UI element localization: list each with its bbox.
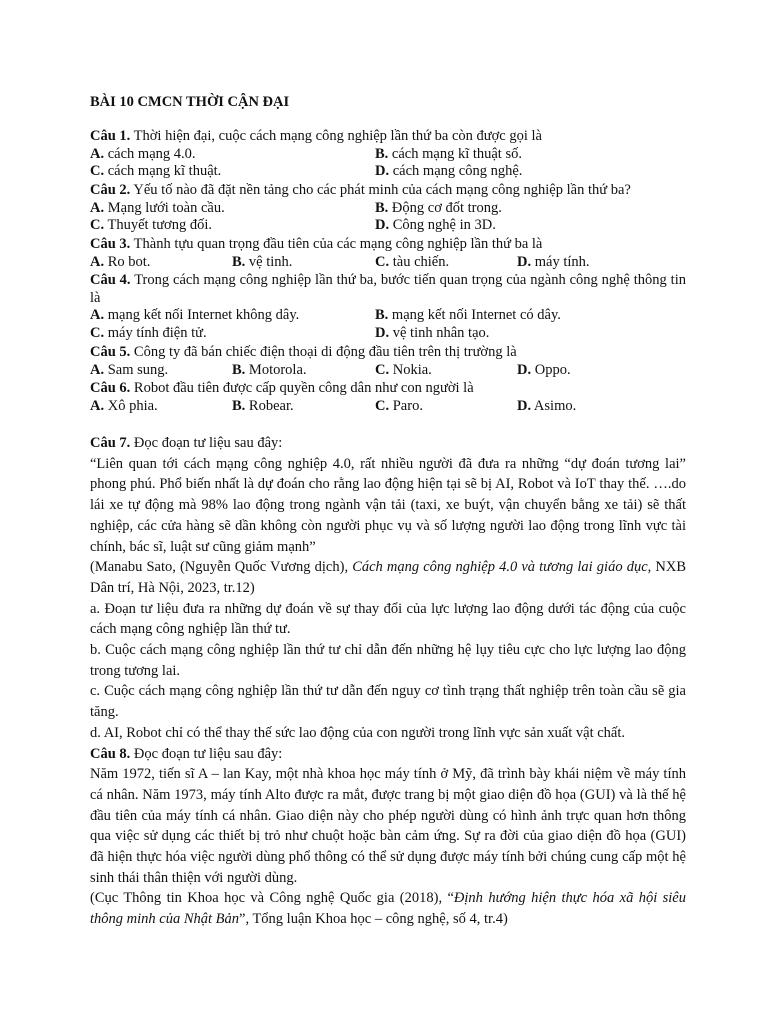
statement-c: c. Cuộc cách mạng công nghiệp lần thứ tư dẫn đến nguy cơ tình trạng thất nghiệp trên toàn cầu sẽ gia tăng. [90, 683, 686, 721]
question-8-heading: Câu 8. Đọc đoạn tư liệu sau đây: [90, 745, 283, 762]
option-c: C. cách mạng kĩ thuật. [90, 163, 222, 180]
statement-b: b. Cuộc cách mạng công nghiệp lần thứ tư chỉ dẫn đến những hệ lụy tiêu cực cho lực lượng lao động trong tương lai. [90, 642, 686, 679]
question-5 [90, 344, 686, 379]
statement-a: a. Đoạn tư liệu đưa ra những dự đoán về sự thay đổi của lực lượng lao động dưới tác động của cuộc cách mạng công nghiệp lần thứ tư. [90, 600, 686, 638]
question-8-body: Năm 1972, tiến sĩ A – lan Kay, một nhà khoa học máy tính ở Mỹ, đã trình bày khái niệm về máy tính cá nhân. Năm 1973, máy tính Alto được ra mắt, được trang bị một giao diện đồ họa (GUI) và là thế hệ đầu tiên của máy tính cá nhân. Giao diện này cho phép người dùng có hình ảnh trực quan hơn thông qua việc sử dụng các thiết bị trỏ như chuột hoặc bàn cảm ứng. Sự ra đời của giao diện đồ họa (GUI) đã hiện thực hóa việc người dùng phổ thông có thể sử dụng được máy tính bởi chúng cung cấp một hệ sinh thái thân thiện với người dùng. [90, 766, 686, 886]
question-label: Câu 6. [90, 380, 131, 396]
option-a: A. Xô phia. [90, 397, 158, 414]
option-d: D. Asimo. [517, 397, 577, 414]
question-text: Trong cách mạng công nghiệp lần thứ ba, bước tiến quan trọng của ngành công nghệ thông tin là [90, 272, 686, 306]
question-text: Thành tựu quan trọng đầu tiên của các mạng công nghiệp lần thứ ba là [130, 236, 543, 252]
option-a: A. Ro bot. [90, 253, 151, 270]
question-7-quote: “Liên quan tới cách mạng công nghiệp 4.0, rất nhiều người đã đưa ra những “dự đoán tương lai” phong phú. Phổ biến nhất là dự đoán cho rằng lao động hiện tại sẽ bị AI, Robot và IoT thay thế. ….do lái xe tự động mà 98% lao động trong ngành vận tải (taxi, xe buýt, vận chuyển bằng xe tải) sẽ thất nghiệp, các cửa hàng sẽ dần không còn người phục vụ và số lượng người lao động trong lĩnh vực tài chính, bác sĩ, luật sư cũng giảm mạnh” [90, 455, 686, 555]
option-a: A. Sam sung. [90, 361, 169, 378]
question-8-source: (Cục Thông tin Khoa học và Công nghệ Quốc gia (2018), “Định hướng hiện thực hóa xã hội siêu thông minh của Nhật Bản”, Tổng luận Khoa học – công nghệ, số 4, tr.4) [90, 890, 686, 928]
option-d: D. vệ tinh nhân tạo. [375, 324, 490, 341]
question-label: Câu 3. [90, 236, 131, 252]
option-c: C. máy tính điện tử. [90, 324, 207, 341]
question-2 [90, 182, 686, 235]
option-c: C. Nokia. [375, 361, 432, 378]
option-d: D. Oppo. [517, 361, 571, 378]
option-c: C. tàu chiến. [375, 253, 450, 270]
option-d: D. Công nghệ in 3D. [375, 217, 496, 234]
question-7-heading: Câu 7. Đọc đoạn tư liệu sau đây: [90, 435, 283, 451]
question-text: Robot đầu tiên được cấp quyền công dân như con người là [130, 380, 474, 396]
option-b: B. mạng kết nối Internet có dây. [375, 307, 561, 324]
question-4 [90, 272, 686, 342]
option-b: B. Robear. [232, 397, 294, 414]
question-text: Yếu tố nào đã đặt nền tảng cho các phát minh của cách mạng công nghiệp lần thứ ba? [130, 182, 631, 198]
option-a: A. Mạng lưới toàn cầu. [90, 199, 225, 216]
statement-d: d. AI, Robot chỉ có thể thay thế sức lao động của con người trong lĩnh vực sản xuất vật chất. [90, 724, 625, 741]
option-d: D. máy tính. [517, 253, 590, 270]
option-d: D. cách mạng công nghệ. [375, 163, 523, 180]
reading-section [90, 433, 686, 930]
lesson-title: BÀI 10 CMCN THỜI CẬN ĐẠI [90, 94, 290, 110]
question-label: Câu 5. [90, 344, 131, 360]
question-label: Câu 2. [90, 182, 131, 198]
question-1 [90, 128, 686, 181]
option-a: A. cách mạng 4.0. [90, 145, 196, 162]
option-c: C. Paro. [375, 397, 423, 414]
question-6 [90, 380, 686, 415]
option-b: B. vệ tinh. [232, 253, 293, 270]
question-label: Câu 4. [90, 272, 131, 288]
option-b: B. cách mạng kĩ thuật số. [375, 145, 522, 162]
question-text: Công ty đã bán chiếc điện thoại di động đầu tiên trên thị trường là [130, 344, 517, 360]
option-b: B. Motorola. [232, 361, 307, 378]
question-label: Câu 1. [90, 128, 131, 144]
question-text: Thời hiện đại, cuộc cách mạng công nghiệp lần thứ ba còn được gọi là [130, 128, 542, 144]
question-7-source: (Manabu Sato, (Nguyễn Quốc Vương dịch), Cách mạng công nghiệp 4.0 và tương lai giáo dục, NXB Dân trí, Hà Nội, 2023, tr.12) [90, 559, 686, 596]
question-3 [90, 236, 686, 271]
option-c: C. Thuyết tương đối. [90, 217, 213, 234]
option-b: B. Động cơ đốt trong. [375, 199, 502, 216]
option-a: A. mạng kết nối Internet không dây. [90, 307, 300, 324]
